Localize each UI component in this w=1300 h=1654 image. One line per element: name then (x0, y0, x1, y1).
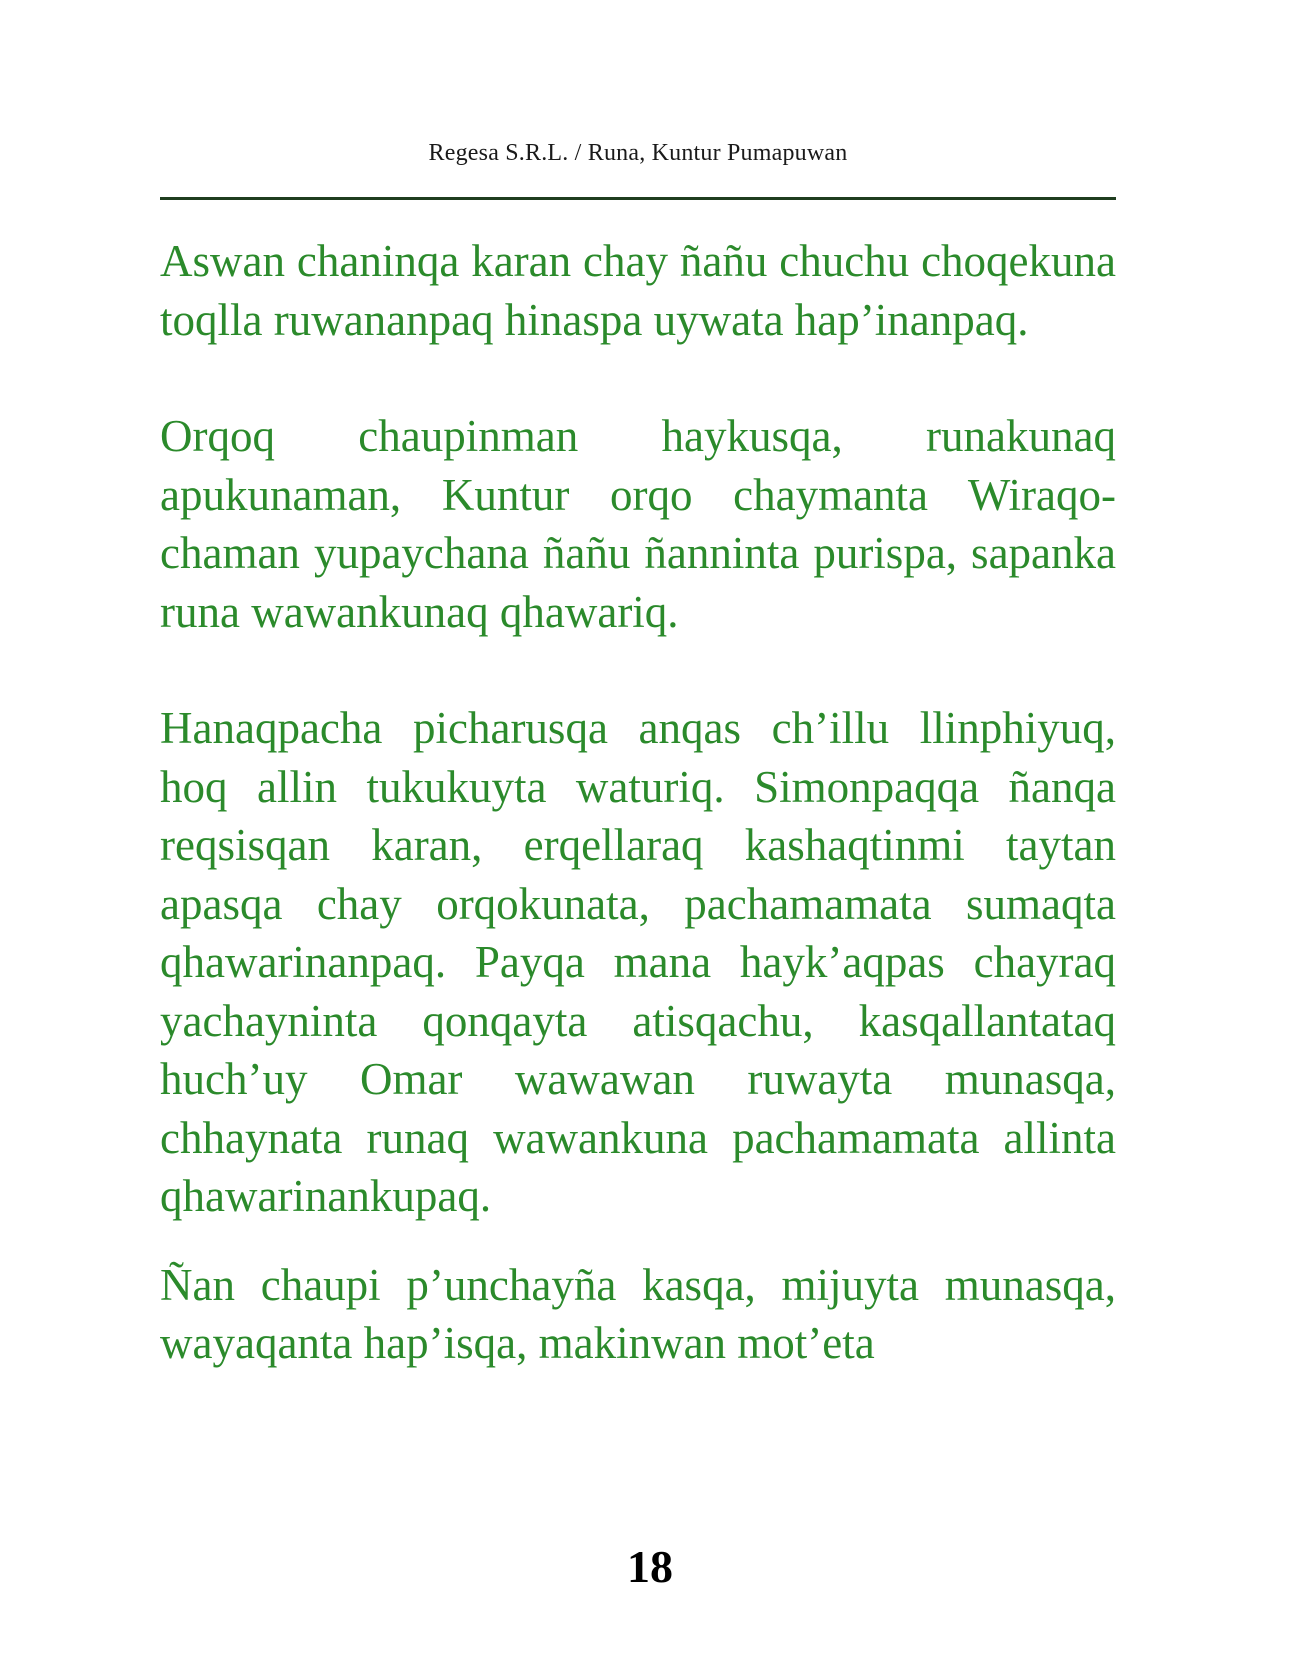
paragraph-2: Orqoq chaupinman haykusqa, runakunaq apukunaman, Kuntur orqo chaymanta Wiraqochaman yupaychana ñañu ñanninta purispa, sapanka runa wawankunaq qhawariq. (160, 411, 1116, 637)
paragraph-3: Hanaqpacha picharusqa anqas ch’illu llinphiyuq, hoq allin tukukuyta waturiq. Simonpaqqa ñanqa reqsisqan karan, erqellaraq kashaqtinmi taytan apasqa chay orqokunata, pachamamata sumaqta qhawarinanpaq. Payqa mana hayk’aqpas chayraq yachayninta qonqayta atisqachu, kasqallantataq huch’uy Omar wawawan ruwayta munasqa, chhaynata runaq wawankuna pachamamata allinta qhawarinankupaq. (160, 703, 1116, 1221)
paragraph-1: Aswan chaninqa karan chay ñañu chuchu choqekuna toqlla ruwananpaq hinaspa uywata hap’inanpaq. (160, 236, 1116, 345)
body-text (160, 232, 1116, 1373)
page-number: 18 (627, 1541, 673, 1592)
running-header: Regesa S.R.L. / Runa, Kuntur Pumapuwan (428, 140, 848, 166)
header-divider (160, 197, 1116, 200)
paragraph-4: Ñan chaupi p’unchayña kasqa, mijuyta munasqa, wayaqanta hap’isqa, makinwan mot’eta (160, 1259, 1116, 1368)
